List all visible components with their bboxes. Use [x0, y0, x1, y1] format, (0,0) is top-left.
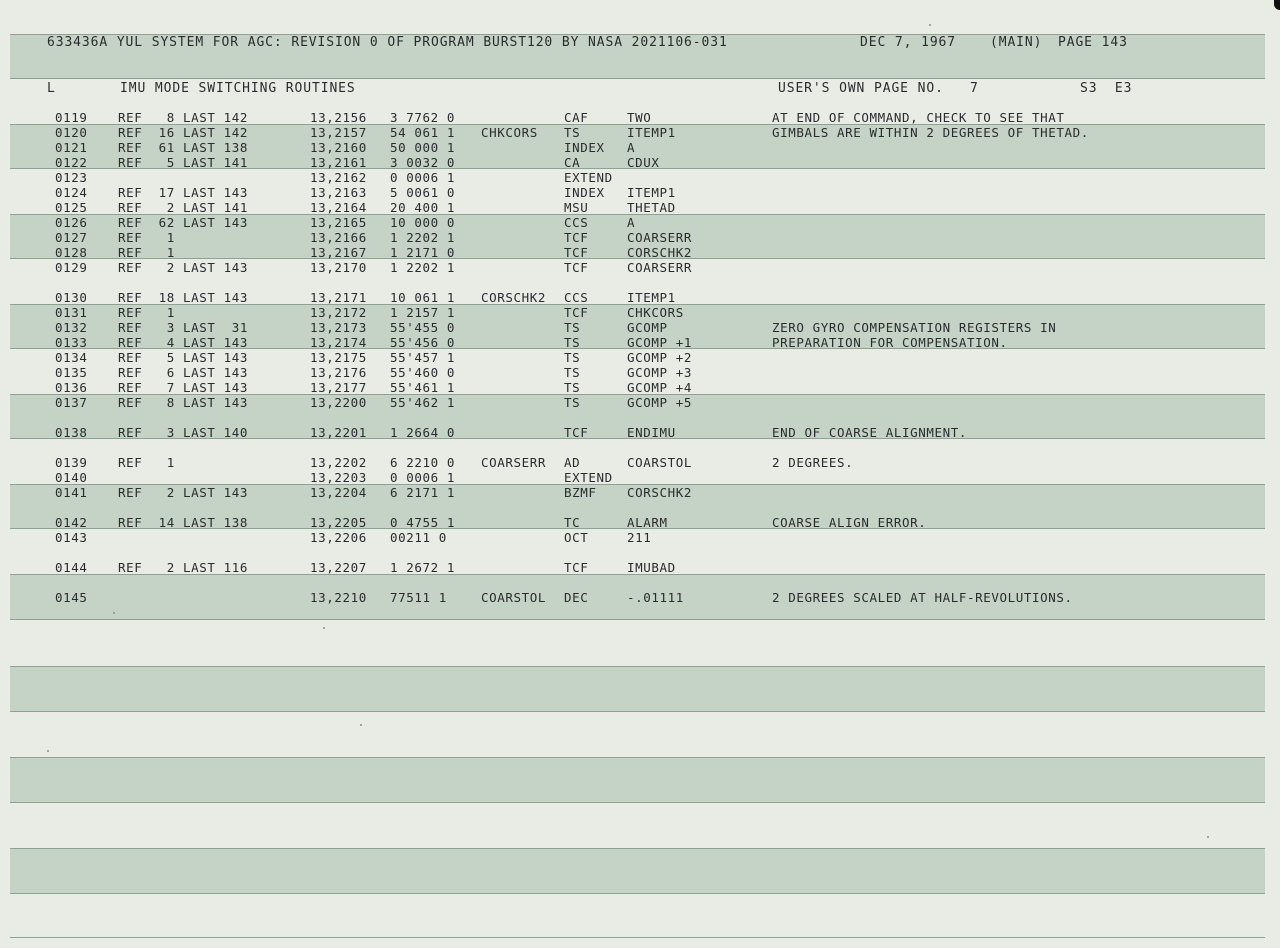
- comment-cell: PREPARATION FOR COMPENSATION.: [772, 335, 1008, 350]
- opcode-cell: TC: [564, 515, 581, 530]
- operand-cell: COARSTOL: [627, 455, 693, 470]
- octal-code-cell: 55'456 0: [390, 335, 456, 350]
- ref-cell: REF 62 LAST 143: [118, 215, 249, 230]
- address-cell: 13,2204: [310, 485, 367, 500]
- paper-speck: [360, 724, 362, 726]
- line-number: 0129: [55, 260, 88, 275]
- line-number: 0126: [55, 215, 88, 230]
- operand-cell: ALARM: [627, 515, 668, 530]
- operand-cell: ITEMP1: [627, 125, 676, 140]
- ref-cell: REF 8 LAST 143: [118, 395, 249, 410]
- opcode-cell: TS: [564, 125, 581, 140]
- operand-cell: ITEMP1: [627, 185, 676, 200]
- address-cell: 13,2176: [310, 365, 367, 380]
- address-cell: 13,2207: [310, 560, 367, 575]
- paper-rule: [10, 666, 1265, 667]
- octal-code-cell: 3 7762 0: [390, 110, 456, 125]
- address-cell: 13,2174: [310, 335, 367, 350]
- ref-cell: REF 17 LAST 143: [118, 185, 249, 200]
- paper-rule: [10, 893, 1265, 894]
- line-number: 0143: [55, 530, 88, 545]
- address-cell: 13,2160: [310, 140, 367, 155]
- paper-band: [10, 848, 1265, 893]
- operand-cell: -.01111: [627, 590, 684, 605]
- operand-cell: IMUBAD: [627, 560, 676, 575]
- octal-code-cell: 5 0061 0: [390, 185, 456, 200]
- operand-cell: GCOMP +1: [627, 335, 693, 350]
- operand-cell: ENDIMU: [627, 425, 676, 440]
- address-cell: 13,2162: [310, 170, 367, 185]
- operand-cell: CDUX: [627, 155, 660, 170]
- label-cell: CORSCHK2: [481, 290, 547, 305]
- octal-code-cell: 6 2171 1: [390, 485, 456, 500]
- line-number: 0139: [55, 455, 88, 470]
- opcode-cell: MSU: [564, 200, 589, 215]
- opcode-cell: TS: [564, 395, 581, 410]
- address-cell: 13,2157: [310, 125, 367, 140]
- comment-cell: 2 DEGREES SCALED AT HALF-REVOLUTIONS.: [772, 590, 1073, 605]
- label-cell: COARSERR: [481, 455, 547, 470]
- address-cell: 13,2163: [310, 185, 367, 200]
- address-cell: 13,2172: [310, 305, 367, 320]
- ref-cell: REF 8 LAST 142: [118, 110, 249, 125]
- line-number: 0133: [55, 335, 88, 350]
- octal-code-cell: 10 000 0: [390, 215, 456, 230]
- address-cell: 13,2202: [310, 455, 367, 470]
- opcode-cell: TCF: [564, 260, 589, 275]
- ref-cell: REF 6 LAST 143: [118, 365, 249, 380]
- header-page: PAGE 143: [1058, 35, 1128, 50]
- opcode-cell: TS: [564, 320, 581, 335]
- address-cell: 13,2156: [310, 110, 367, 125]
- operand-cell: GCOMP: [627, 320, 668, 335]
- address-cell: 13,2203: [310, 470, 367, 485]
- line-number: 0120: [55, 125, 88, 140]
- operand-cell: A: [627, 215, 636, 230]
- line-number: 0127: [55, 230, 88, 245]
- paper-rule: [10, 802, 1265, 803]
- comment-cell: AT END OF COMMAND, CHECK TO SEE THAT: [772, 110, 1065, 125]
- line-number: 0135: [55, 365, 88, 380]
- line-number: 0119: [55, 110, 88, 125]
- opcode-cell: EXTEND: [564, 470, 613, 485]
- operand-cell: GCOMP +5: [627, 395, 693, 410]
- line-number: 0145: [55, 590, 88, 605]
- opcode-cell: AD: [564, 455, 581, 470]
- line-number: 0138: [55, 425, 88, 440]
- ref-cell: REF 5 LAST 143: [118, 350, 249, 365]
- opcode-cell: TCF: [564, 230, 589, 245]
- octal-code-cell: 1 2157 1: [390, 305, 456, 320]
- address-cell: 13,2177: [310, 380, 367, 395]
- ref-cell: REF 3 LAST 31: [118, 320, 249, 335]
- opcode-cell: TCF: [564, 560, 589, 575]
- edge-blot: [1274, 0, 1280, 10]
- octal-code-cell: 55'461 1: [390, 380, 456, 395]
- opcode-cell: TS: [564, 365, 581, 380]
- subheader-codes: S3 E3: [1080, 81, 1133, 96]
- opcode-cell: TS: [564, 335, 581, 350]
- comment-cell: END OF COARSE ALIGNMENT.: [772, 425, 968, 440]
- comment-cell: ZERO GYRO COMPENSATION REGISTERS IN: [772, 320, 1057, 335]
- opcode-cell: OCT: [564, 530, 589, 545]
- ref-cell: REF 2 LAST 143: [118, 485, 249, 500]
- opcode-cell: TS: [564, 350, 581, 365]
- octal-code-cell: 20 400 1: [390, 200, 456, 215]
- ref-cell: REF 1: [118, 305, 175, 320]
- header-section: (MAIN): [990, 35, 1043, 50]
- opcode-cell: CAF: [564, 110, 589, 125]
- line-number: 0121: [55, 140, 88, 155]
- address-cell: 13,2165: [310, 215, 367, 230]
- label-cell: CHKCORS: [481, 125, 538, 140]
- ref-cell: REF 2 LAST 141: [118, 200, 249, 215]
- octal-code-cell: 77511 1: [390, 590, 447, 605]
- opcode-cell: TCF: [564, 305, 589, 320]
- header-program-line: 633436A YUL SYSTEM FOR AGC: REVISION 0 OF PROGRAM BURST120 BY NASA 2021106-031: [47, 35, 728, 50]
- ref-cell: REF 4 LAST 143: [118, 335, 249, 350]
- opcode-cell: TS: [564, 380, 581, 395]
- ref-cell: REF 18 LAST 143: [118, 290, 249, 305]
- octal-code-cell: 6 2210 0: [390, 455, 456, 470]
- address-cell: 13,2167: [310, 245, 367, 260]
- operand-cell: GCOMP +4: [627, 380, 693, 395]
- operand-cell: GCOMP +3: [627, 365, 693, 380]
- octal-code-cell: 1 2202 1: [390, 260, 456, 275]
- operand-cell: GCOMP +2: [627, 350, 693, 365]
- operand-cell: TWO: [627, 110, 652, 125]
- opcode-cell: BZMF: [564, 485, 597, 500]
- line-number: 0140: [55, 470, 88, 485]
- octal-code-cell: 1 2202 1: [390, 230, 456, 245]
- operand-cell: CORSCHK2: [627, 485, 693, 500]
- ref-cell: REF 7 LAST 143: [118, 380, 249, 395]
- octal-code-cell: 50 000 1: [390, 140, 456, 155]
- ref-cell: REF 2 LAST 116: [118, 560, 249, 575]
- line-number: 0136: [55, 380, 88, 395]
- ref-cell: REF 61 LAST 138: [118, 140, 249, 155]
- address-cell: 13,2205: [310, 515, 367, 530]
- ref-cell: REF 3 LAST 140: [118, 425, 249, 440]
- octal-code-cell: 55'455 0: [390, 320, 456, 335]
- octal-code-cell: 55'460 0: [390, 365, 456, 380]
- line-number: 0142: [55, 515, 88, 530]
- ref-cell: REF 1: [118, 455, 175, 470]
- opcode-cell: CA: [564, 155, 581, 170]
- octal-code-cell: 3 0032 0: [390, 155, 456, 170]
- line-number: 0144: [55, 560, 88, 575]
- octal-code-cell: 55'462 1: [390, 395, 456, 410]
- operand-cell: CHKCORS: [627, 305, 684, 320]
- subheader-title: IMU MODE SWITCHING ROUTINES: [120, 81, 356, 96]
- paper-rule: [10, 78, 1265, 79]
- address-cell: 13,2210: [310, 590, 367, 605]
- octal-code-cell: 0 0006 1: [390, 170, 456, 185]
- operand-cell: CORSCHK2: [627, 245, 693, 260]
- paper-speck: [1207, 836, 1209, 838]
- operand-cell: 211: [627, 530, 652, 545]
- address-cell: 13,2164: [310, 200, 367, 215]
- opcode-cell: INDEX: [564, 140, 605, 155]
- paper-band: [10, 757, 1265, 802]
- header-date: DEC 7, 1967: [860, 35, 956, 50]
- paper-rule: [10, 848, 1265, 849]
- subheader-marker: L: [47, 81, 56, 96]
- operand-cell: ITEMP1: [627, 290, 676, 305]
- line-number: 0125: [55, 200, 88, 215]
- address-cell: 13,2161: [310, 155, 367, 170]
- comment-cell: 2 DEGREES.: [772, 455, 854, 470]
- opcode-cell: INDEX: [564, 185, 605, 200]
- ref-cell: REF 5 LAST 141: [118, 155, 249, 170]
- octal-code-cell: 0 4755 1: [390, 515, 456, 530]
- address-cell: 13,2201: [310, 425, 367, 440]
- octal-code-cell: 54 061 1: [390, 125, 456, 140]
- ref-cell: REF 16 LAST 142: [118, 125, 249, 140]
- comment-cell: COARSE ALIGN ERROR.: [772, 515, 927, 530]
- paper-band: [10, 666, 1265, 711]
- address-cell: 13,2170: [310, 260, 367, 275]
- line-number: 0124: [55, 185, 88, 200]
- ref-cell: REF 1: [118, 230, 175, 245]
- address-cell: 13,2173: [310, 320, 367, 335]
- ref-cell: REF 14 LAST 138: [118, 515, 249, 530]
- paper-rule: [10, 937, 1265, 938]
- operand-cell: A: [627, 140, 636, 155]
- subheader-users-page: USER'S OWN PAGE NO. 7: [778, 81, 979, 96]
- line-number: 0141: [55, 485, 88, 500]
- operand-cell: COARSERR: [627, 230, 693, 245]
- comment-cell: GIMBALS ARE WITHIN 2 DEGREES OF THETAD.: [772, 125, 1089, 140]
- octal-code-cell: 1 2664 0: [390, 425, 456, 440]
- opcode-cell: CCS: [564, 215, 589, 230]
- octal-code-cell: 55'457 1: [390, 350, 456, 365]
- opcode-cell: DEC: [564, 590, 589, 605]
- line-number: 0134: [55, 350, 88, 365]
- paper-rule: [10, 619, 1265, 620]
- paper-rule: [10, 711, 1265, 712]
- line-number: 0123: [55, 170, 88, 185]
- octal-code-cell: 10 061 1: [390, 290, 456, 305]
- opcode-cell: EXTEND: [564, 170, 613, 185]
- address-cell: 13,2171: [310, 290, 367, 305]
- octal-code-cell: 1 2672 1: [390, 560, 456, 575]
- address-cell: 13,2200: [310, 395, 367, 410]
- address-cell: 13,2206: [310, 530, 367, 545]
- ref-cell: REF 1: [118, 245, 175, 260]
- opcode-cell: CCS: [564, 290, 589, 305]
- opcode-cell: TCF: [564, 425, 589, 440]
- paper-speck: [47, 750, 49, 752]
- line-number: 0137: [55, 395, 88, 410]
- paper-speck: [323, 627, 325, 629]
- label-cell: COARSTOL: [481, 590, 547, 605]
- line-number: 0131: [55, 305, 88, 320]
- opcode-cell: TCF: [564, 245, 589, 260]
- octal-code-cell: 00211 0: [390, 530, 447, 545]
- octal-code-cell: 0 0006 1: [390, 470, 456, 485]
- line-number: 0132: [55, 320, 88, 335]
- paper-speck: [929, 24, 931, 26]
- line-number: 0128: [55, 245, 88, 260]
- ref-cell: REF 2 LAST 143: [118, 260, 249, 275]
- address-cell: 13,2175: [310, 350, 367, 365]
- line-number: 0122: [55, 155, 88, 170]
- operand-cell: THETAD: [627, 200, 676, 215]
- octal-code-cell: 1 2171 0: [390, 245, 456, 260]
- paper-speck: [113, 612, 115, 614]
- line-number: 0130: [55, 290, 88, 305]
- address-cell: 13,2166: [310, 230, 367, 245]
- operand-cell: COARSERR: [627, 260, 693, 275]
- paper-rule: [10, 757, 1265, 758]
